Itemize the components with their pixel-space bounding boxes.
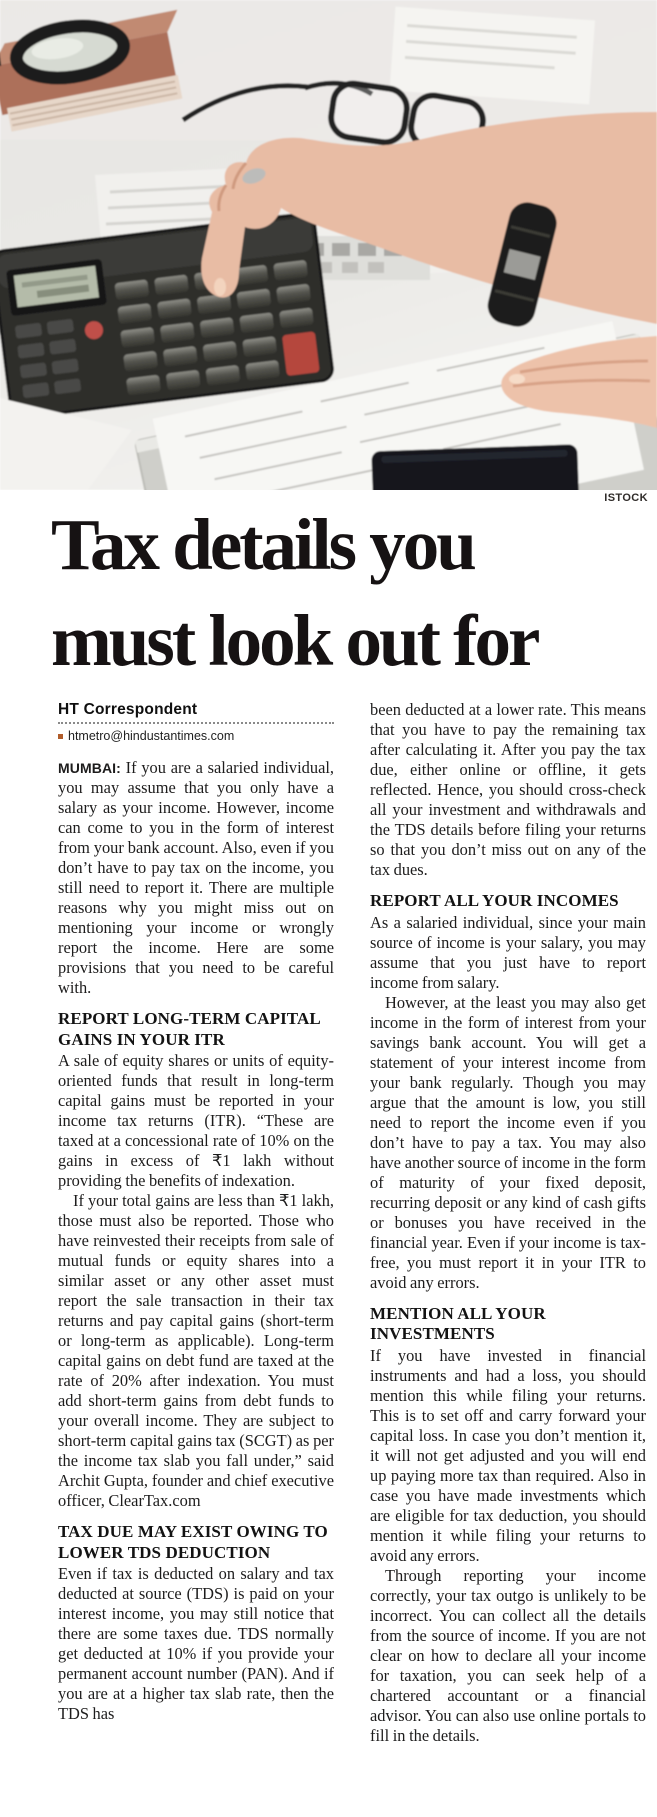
- section-heading: MENTION ALL YOUR INVESTMENTS: [370, 1303, 546, 1343]
- loose-paper: [390, 7, 595, 105]
- byline: [58, 701, 334, 743]
- section-heading: REPORT ALL YOUR INCOMES: [370, 891, 619, 910]
- article-paragraph: However, at the least you may also get income in the form of interest from your savings bank account. You will get a statement of your interest income from your bank regularly. Though you may argue that the amount is low, you still need to report the income even if you don’t have to pay a tax. You may also have another source of income in the form of maturity of your fixed deposit, recurring deposit or any kind of cash gifts or bonuses you have received in the financial year. Even if your income is tax-free, you must report it in your ITR to avoid any errors.: [370, 992, 646, 1292]
- byline-author: HT Correspondent: [58, 701, 198, 718]
- dateline: MUMBAI:: [58, 760, 126, 776]
- article-column-left: [58, 700, 334, 1814]
- headline-line-2: must look out for: [51, 600, 538, 681]
- article-body: [58, 700, 646, 1814]
- article-paragraph: If your total gains are less than ₹1 lakh, those must also be reported. Those who have reinvested their receipts from sale of mutual funds or equity shares into a similar asset or any other asset must report the sale transaction in their tax returns and pay capital gains (short-term or long-term as applicable). Long-term capital gains on debt fund are taxed at the rate of 20% after indexation. You must add short-term gains from debt funds to your overall income. They are subject to short-term capital gains tax (SCGT) as per the income tax slab you fall under,” said Archit Gupta, founder and chief executive officer, ClearTax.com: [58, 1191, 334, 1510]
- byline-email-text: htmetro@hindustantimes.com: [68, 729, 235, 743]
- photo-credit: ISTOCK: [604, 492, 648, 504]
- article-paragraph: Even if tax is deducted on salary and tax deducted at source (TDS) is paid on your interest income, you may still notice that there are some taxes due. TDS normally get deducted at 10% if you provide your permanent account number (PAN). And if you are at a higher tax slab rate, then the TDS has: [58, 1564, 334, 1723]
- article-photo: [0, 0, 657, 490]
- article-paragraph: Through reporting your income correctly, your tax outgo is unlikely to be incorrect. You can collect all the details from the source of income. If you are not clear on how to declare all your income for taxation, you can seek help of a chartered accountant or a financial advisor. You can also use online portals to fill in the details.: [370, 1565, 646, 1745]
- article-column-right: [370, 700, 646, 1814]
- article-paragraph: MUMBAI: If you are a salaried individual, you may assume that you only have a salary as your income. However, income can come to you in the form of interest from your bank account. Also, even if you don’t have to pay tax on the income, you still need to report it. There are multiple reasons why you might miss out on mentioning your income or wrongly report the income. Here are some provisions that you need to be careful with.: [58, 758, 334, 997]
- smartphone: [371, 444, 579, 490]
- headline: [51, 497, 645, 689]
- headline-line-1: Tax details you: [51, 504, 474, 585]
- email-bullet-icon: [58, 734, 63, 739]
- article-paragraph: been deducted at a lower rate. This means that you have to pay the remaining tax after calculating it. After you pay the tax due, either online or offline, it gets reflected. Hence, you should cross-check all your investment and withdrawals and the TDS details before filing your returns so that you don’t miss out on any of the tax dues.: [370, 700, 646, 879]
- section-heading: TAX DUE MAY EXIST OWING TO LOWER TDS DEDUCTION: [58, 1522, 328, 1562]
- byline-divider: [58, 722, 334, 724]
- article-paragraph: As a salaried individual, since your main source of income is your salary, you may assume that you just have to report income from salary.: [370, 912, 646, 992]
- article-paragraph: If you have invested in financial instruments and had a loss, you should mention this while filing your returns. This is to set off and carry forward your capital loss. In case you don’t mention it, it will not get adjusted and you will end up paying more tax than required. Also in case you have made investments which are eligible for tax deduction, you should mention it while filing your returns to avoid any errors.: [370, 1345, 646, 1565]
- article-paragraph: A sale of equity shares or units of equity-oriented funds that result in long-term capital gains must be reported in your income tax returns (ITR). “These are taxed at a concessional rate of 10% on the gains in excess of ₹1 lakh without providing the benefits of indexation.: [58, 1051, 334, 1190]
- photo-illustration: [0, 0, 657, 490]
- byline-email: [58, 729, 334, 743]
- section-heading: REPORT LONG-TERM CAPITAL GAINS IN YOUR ITR: [58, 1009, 320, 1049]
